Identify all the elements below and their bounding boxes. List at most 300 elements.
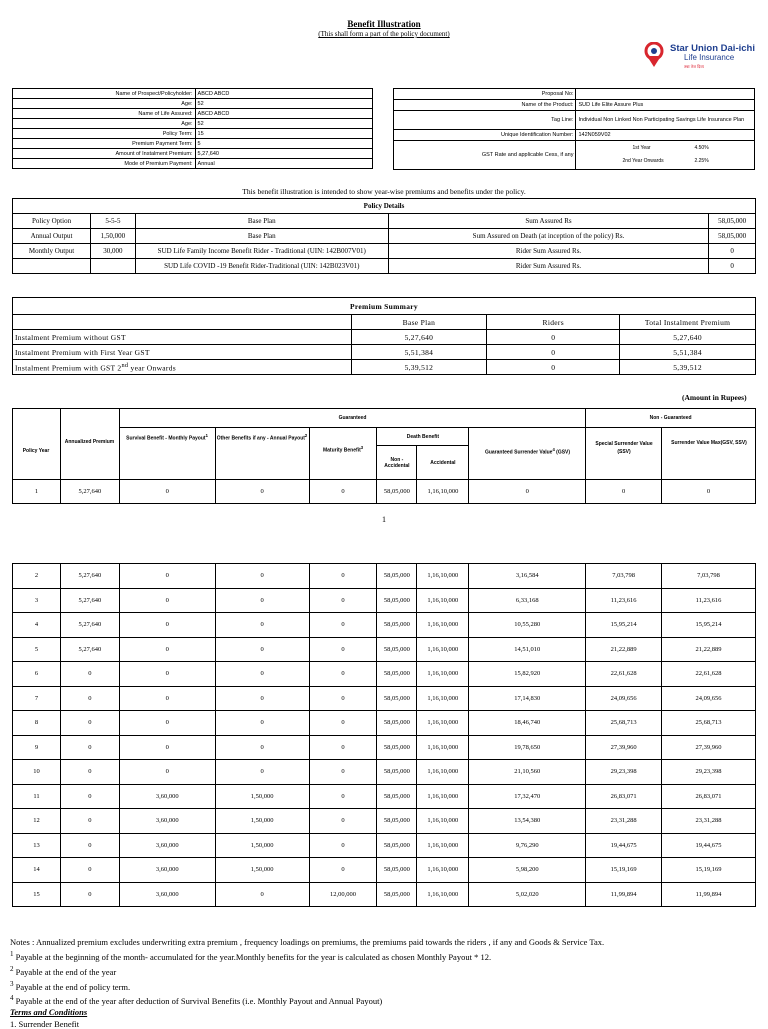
benefit-cell: 58,05,000: [377, 686, 417, 711]
benefit-cell: 23,31,288: [586, 809, 662, 834]
gsv-header: [469, 447, 586, 456]
benefit-cell: 0: [215, 637, 309, 662]
benefit-cell: 0: [309, 564, 377, 589]
benefit-cell: 3,60,000: [119, 809, 215, 834]
premium-summary-row: [13, 360, 756, 375]
note-sup: 2: [10, 964, 14, 973]
benefit-cell: 0: [309, 613, 377, 638]
premium-summary-cell: 0: [487, 330, 620, 345]
benefit-row: [13, 588, 756, 613]
premium-summary-cell: Instalment Premium without GST: [13, 330, 352, 345]
maturity-benefit-header: [309, 445, 377, 454]
gst-year2-label: 2nd Year Onwards: [622, 158, 664, 164]
benefit-cell: 6: [13, 662, 61, 687]
prospect-value: 52: [195, 119, 372, 129]
benefit-cell: 27,39,960: [586, 735, 662, 760]
benefit-cell: 15,82,920: [469, 662, 586, 687]
benefit-cell: 10: [13, 760, 61, 785]
policy-details-row: [13, 229, 756, 244]
benefit-cell: 1,16,10,000: [417, 564, 469, 589]
benefit-cell: 7: [13, 686, 61, 711]
policy-details-cell: Annual Output: [13, 229, 91, 244]
benefit-cell: 0: [60, 760, 119, 785]
note-line: [10, 992, 760, 1007]
note-text: Notes : Annualized premium excludes underwriting extra premium , frequency loadings on premiums, the premiums paid towards the riders , if any and Goods & Service Tax.: [10, 937, 605, 947]
document-title: Benefit Illustration: [347, 19, 421, 29]
document-subtitle: (This shall form a part of the policy document): [318, 30, 450, 38]
prospect-value: ABCD ABCD: [195, 89, 372, 99]
surrender-value-header: Surrender Value Max(GSV, SSV): [671, 440, 747, 446]
premium-summary-col-header: Total Instalment Premium: [620, 315, 756, 330]
benefit-cell: 25,68,713: [586, 711, 662, 736]
policy-details-cell: Base Plan: [135, 229, 388, 244]
benefit-cell: 11,99,894: [662, 882, 756, 907]
policy-details-cell: 58,05,000: [709, 229, 756, 244]
prospect-row: [13, 149, 373, 159]
other-benefits-sup: 2: [304, 433, 308, 438]
benefit-cell: 58,05,000: [377, 809, 417, 834]
benefit-cell: 13: [13, 833, 61, 858]
benefit-cell: 15,95,214: [662, 613, 756, 638]
benefit-row: [13, 833, 756, 858]
benefit-cell: 11,23,616: [662, 588, 756, 613]
benefit-cell: 14: [13, 858, 61, 883]
benefit-cell: 0: [309, 735, 377, 760]
policy-details-cell: Base Plan: [135, 214, 388, 229]
premium-summary-cell: 5,51,384: [620, 345, 756, 360]
intro-text: This benefit illustration is intended to show year-wise premiums and benefits under the policy.: [242, 187, 526, 196]
prospect-label: Mode of Premium Payment:: [13, 159, 196, 169]
prospect-label: Premium Payment Term:: [13, 139, 196, 149]
benefit-cell: 15,19,169: [662, 858, 756, 883]
policy-details-cell: Monthly Output: [13, 244, 91, 259]
benefit-table-header: [12, 408, 756, 504]
benefit-cell: 1,16,10,000: [417, 833, 469, 858]
logo-tagline: तन्ना तेज दिव्य: [684, 64, 704, 69]
prospect-value: 52: [195, 99, 372, 109]
benefit-cell: 29,23,398: [586, 760, 662, 785]
benefit-cell: 26,83,071: [586, 784, 662, 809]
benefit-row: [13, 735, 756, 760]
benefit-cell: 0: [215, 760, 309, 785]
benefit-cell: 58,05,000: [377, 760, 417, 785]
benefit-cell: 0: [309, 637, 377, 662]
gsv-label: Guaranteed Surrender Value: [484, 449, 553, 456]
terms-title: Terms and Conditions: [10, 1007, 88, 1017]
benefit-cell: 12,00,000: [309, 882, 377, 907]
benefit-cell: 0: [60, 833, 119, 858]
benefit-cell: 0: [309, 760, 377, 785]
maturity-benefit-sup: 3: [360, 445, 364, 450]
benefit-cell: 58,05,000: [377, 784, 417, 809]
benefit-cell: 0: [60, 735, 119, 760]
benefit-cell: 58,05,000: [377, 637, 417, 662]
policy-details-cell: 5-5-5: [91, 214, 136, 229]
benefit-cell: 1,16,10,000: [417, 637, 469, 662]
benefit-cell: 0: [586, 480, 662, 504]
benefit-cell: 0: [215, 480, 309, 504]
benefit-cell: 0: [60, 662, 119, 687]
benefit-cell: 0: [309, 588, 377, 613]
benefit-cell: 6,33,168: [469, 588, 586, 613]
policy-details-cell: [13, 259, 91, 274]
premium-summary-cell: 0: [487, 345, 620, 360]
premium-summary-cell: Instalment Premium with GST 2nd year Onwards: [13, 360, 352, 375]
benefit-cell: 5,27,640: [60, 480, 119, 504]
benefit-cell: 27,39,960: [662, 735, 756, 760]
policy-details-cell: SUD Life Family Income Benefit Rider - Traditional (UIN: 142B007V01): [135, 244, 388, 259]
benefit-cell: 1,16,10,000: [417, 662, 469, 687]
benefit-cell: 0: [309, 662, 377, 687]
note-line: [10, 963, 760, 978]
benefit-row: [13, 662, 756, 687]
benefit-cell: 5,27,640: [60, 588, 119, 613]
premium-summary-cell: 5,27,640: [351, 330, 487, 345]
benefit-cell: 17,32,470: [469, 784, 586, 809]
policy-details-cell: [91, 259, 136, 274]
benefit-cell: 3,60,000: [119, 858, 215, 883]
benefit-cell: 1,16,10,000: [417, 613, 469, 638]
benefit-cell: 22,61,628: [662, 662, 756, 687]
page-number: 1: [382, 515, 386, 524]
policy-details-cell: Sum Assured Rs: [388, 214, 708, 229]
benefit-cell: 5,02,020: [469, 882, 586, 907]
benefit-cell: 21,22,889: [586, 637, 662, 662]
benefit-row: [13, 760, 756, 785]
benefit-cell: 3,16,584: [469, 564, 586, 589]
benefit-cell: 5,98,200: [469, 858, 586, 883]
benefit-cell: 58,05,000: [377, 662, 417, 687]
ordinal-sup: nd: [121, 361, 129, 369]
benefit-cell: 0: [119, 588, 215, 613]
premium-summary-col-header: Riders: [487, 315, 620, 330]
benefit-cell: 1,16,10,000: [417, 735, 469, 760]
prospect-value: 5,27,640: [195, 149, 372, 159]
benefit-cell: 7,03,798: [662, 564, 756, 589]
benefit-cell: 4: [13, 613, 61, 638]
benefit-cell: 0: [60, 784, 119, 809]
premium-summary-row: [13, 330, 756, 345]
benefit-cell: 0: [119, 480, 215, 504]
guaranteed-header: Guaranteed: [119, 409, 585, 428]
note-sup: 4: [10, 994, 14, 1003]
prospect-label: Age:: [13, 119, 196, 129]
tagline-value: Individual Non Linked Non Participating Savings Life Insurance Plan: [576, 111, 755, 130]
terms-first-item: 1. Surrender Benefit: [10, 1019, 80, 1029]
benefit-cell: 12: [13, 809, 61, 834]
benefit-cell: 0: [215, 711, 309, 736]
prospect-row: [13, 109, 373, 119]
benefit-cell: 0: [119, 711, 215, 736]
gsv-sup: 4: [552, 447, 555, 452]
benefit-cell: 10,55,280: [469, 613, 586, 638]
prospect-value: 5: [195, 139, 372, 149]
benefit-row: [13, 637, 756, 662]
note-text: Payable at the end of the year after deduction of Survival Benefits (i.e. Monthly Payout and Annual Payout): [13, 996, 383, 1007]
benefit-cell: 3,60,000: [119, 833, 215, 858]
benefit-cell: 0: [309, 784, 377, 809]
benefit-table-continued: [12, 563, 756, 907]
benefit-row: [13, 784, 756, 809]
benefit-cell: 0: [215, 686, 309, 711]
benefit-cell: 1,50,000: [215, 809, 309, 834]
product-value: SUD Life Elite Assure Plus: [576, 100, 755, 111]
benefit-cell: 21,10,560: [469, 760, 586, 785]
ssv-header: Special Surrender Value (SSV): [595, 441, 653, 455]
benefit-cell: 1: [13, 480, 61, 504]
benefit-cell: 5: [13, 637, 61, 662]
policy-details-cell: 1,50,000: [91, 229, 136, 244]
benefit-cell: 5,27,640: [60, 564, 119, 589]
benefit-cell: 1,16,10,000: [417, 809, 469, 834]
benefit-cell: 0: [662, 480, 756, 504]
benefit-cell: 2: [13, 564, 61, 589]
gst-label: GST Rate and applicable Cess, if any: [394, 141, 576, 170]
policy-details-cell: 0: [709, 259, 756, 274]
gst-values: [576, 141, 755, 170]
benefit-cell: 11: [13, 784, 61, 809]
benefit-cell: 0: [119, 760, 215, 785]
note-sup: 3: [10, 979, 14, 988]
benefit-cell: 0: [215, 613, 309, 638]
benefit-cell: 5,27,640: [60, 637, 119, 662]
benefit-cell: 18,46,740: [469, 711, 586, 736]
benefit-cell: 15,95,214: [586, 613, 662, 638]
policy-details-cell: SUD Life COVID -19 Benefit Rider-Traditional (UIN: 142B023V01): [135, 259, 388, 274]
benefit-cell: 0: [119, 662, 215, 687]
prospect-row: [13, 139, 373, 149]
benefit-cell: 0: [60, 858, 119, 883]
benefit-cell: 58,05,000: [377, 882, 417, 907]
gsv-suffix: (GSV): [556, 449, 571, 456]
benefit-cell: 58,05,000: [377, 858, 417, 883]
benefit-cell: 1,16,10,000: [417, 882, 469, 907]
accidental-header: Accidental: [417, 446, 469, 480]
premium-summary-cell: 5,39,512: [351, 360, 487, 375]
benefit-cell: 7,03,798: [586, 564, 662, 589]
benefit-row: [13, 613, 756, 638]
prospect-value: Annual: [195, 159, 372, 169]
amount-note: (Amount in Rupees): [682, 393, 747, 402]
proposal-no-value: [576, 89, 755, 100]
gst-year1-value: 4.50%: [694, 145, 709, 151]
prospect-row: [13, 129, 373, 139]
benefit-row: [13, 858, 756, 883]
premium-summary-row: [13, 345, 756, 360]
benefit-cell: 23,31,288: [662, 809, 756, 834]
benefit-cell: 0: [309, 711, 377, 736]
benefit-cell: 1,50,000: [215, 858, 309, 883]
benefit-cell: 0: [215, 564, 309, 589]
benefit-cell: 3,60,000: [119, 882, 215, 907]
company-logo: [640, 40, 760, 76]
benefit-cell: 5,27,640: [60, 613, 119, 638]
benefit-cell: 0: [119, 564, 215, 589]
benefit-cell: 1,16,10,000: [417, 711, 469, 736]
policy-details-cell: Policy Option: [13, 214, 91, 229]
benefit-cell: 15: [13, 882, 61, 907]
benefit-cell: 22,61,628: [586, 662, 662, 687]
policy-details-row: [13, 259, 756, 274]
prospect-label: Amount of Instalment Premium:: [13, 149, 196, 159]
logo-company-sub: Life Insurance: [684, 53, 735, 62]
non-accidental-header: Non - Accidental: [377, 446, 417, 480]
proposal-table: [393, 88, 755, 170]
policy-details-cell: 58,05,000: [709, 214, 756, 229]
prospect-label: Policy Term:: [13, 129, 196, 139]
benefit-cell: 58,05,000: [377, 735, 417, 760]
tagline-label: Tag Line:: [394, 111, 576, 130]
benefit-cell: 9,76,290: [469, 833, 586, 858]
notes-section: [10, 936, 760, 1007]
benefit-cell: 11,23,616: [586, 588, 662, 613]
benefit-cell: 17,14,830: [469, 686, 586, 711]
gst-year1-label: 1st Year: [632, 145, 651, 151]
benefit-cell: 1,50,000: [215, 784, 309, 809]
benefit-cell: 24,09,656: [662, 686, 756, 711]
benefit-cell: 11,99,894: [586, 882, 662, 907]
benefit-cell: 26,83,071: [662, 784, 756, 809]
non-guaranteed-header: Non - Guaranteed: [586, 409, 756, 428]
prospect-row: [13, 119, 373, 129]
benefit-cell: 58,05,000: [377, 711, 417, 736]
premium-summary-table: [12, 297, 756, 375]
benefit-cell: 0: [215, 662, 309, 687]
gst-year2-value: 2.25%: [694, 158, 709, 164]
benefit-cell: 1,50,000: [215, 833, 309, 858]
benefit-cell: 0: [309, 686, 377, 711]
prospect-label: Name of Prospect/Policyholder:: [13, 89, 196, 99]
prospect-table: [12, 88, 373, 169]
benefit-cell: 58,05,000: [377, 480, 417, 504]
benefit-cell: 0: [60, 686, 119, 711]
benefit-cell: 0: [119, 637, 215, 662]
logo-mark-icon: [643, 42, 665, 68]
premium-summary-cell: Instalment Premium with First Year GST: [13, 345, 352, 360]
policy-year-header: Policy Year: [22, 448, 50, 454]
benefit-row: [13, 686, 756, 711]
benefit-cell: 58,05,000: [377, 564, 417, 589]
benefit-cell: 3,60,000: [119, 784, 215, 809]
benefit-cell: 15,19,169: [586, 858, 662, 883]
benefit-cell: 1,16,10,000: [417, 858, 469, 883]
prospect-value: 15: [195, 129, 372, 139]
premium-summary-cell: 0: [487, 360, 620, 375]
benefit-cell: 1,16,10,000: [417, 686, 469, 711]
benefit-cell: 0: [60, 711, 119, 736]
benefit-cell: 0: [119, 613, 215, 638]
prospect-row: [13, 99, 373, 109]
other-benefits-label: Other Benefits if any - Annual Payout: [216, 435, 305, 442]
survival-benefit-label: Survival Benefit - Monthly Payout: [126, 435, 206, 442]
benefit-cell: 13,54,380: [469, 809, 586, 834]
note-line: [10, 978, 760, 993]
policy-details-cell: Sum Assured on Death (at inception of the policy) Rs.: [388, 229, 708, 244]
uin-label: Unique Identification Number:: [394, 130, 576, 141]
policy-details-table: [12, 198, 756, 274]
maturity-benefit-label: Maturity Benefit: [322, 447, 361, 454]
policy-details-cell: 30,000: [91, 244, 136, 259]
policy-details-cell: Rider Sum Assured Rs.: [388, 244, 708, 259]
benefit-cell: 0: [309, 833, 377, 858]
benefit-cell: 3: [13, 588, 61, 613]
benefit-cell: 58,05,000: [377, 833, 417, 858]
premium-summary-title: Premium Summary: [13, 298, 756, 315]
benefit-cell: 9: [13, 735, 61, 760]
benefit-cell: 1,16,10,000: [417, 784, 469, 809]
benefit-cell: 25,68,713: [662, 711, 756, 736]
benefit-cell: 0: [215, 588, 309, 613]
benefit-cell: 58,05,000: [377, 588, 417, 613]
note-line: [10, 936, 760, 948]
benefit-cell: 1,16,10,000: [417, 480, 469, 504]
prospect-label: Name of Life Assured:: [13, 109, 196, 119]
benefit-cell: 19,44,675: [662, 833, 756, 858]
prospect-label: Age:: [13, 99, 196, 109]
benefit-cell: 58,05,000: [377, 613, 417, 638]
premium-summary-cell: 5,51,384: [351, 345, 487, 360]
policy-details-row: [13, 214, 756, 229]
benefit-cell: 0: [309, 480, 377, 504]
death-benefit-header: Death Benefit: [377, 428, 469, 446]
benefit-row: [13, 809, 756, 834]
benefit-cell: 14,51,010: [469, 637, 586, 662]
premium-summary-cell: 5,27,640: [620, 330, 756, 345]
benefit-cell: 0: [60, 882, 119, 907]
other-benefits-header: [215, 432, 309, 456]
benefit-row: [13, 564, 756, 589]
policy-details-cell: 0: [709, 244, 756, 259]
policy-details-cell: Rider Sum Assured Rs.: [388, 259, 708, 274]
survival-benefit-sup: 1: [205, 433, 208, 438]
proposal-no-label: Proposal No:: [394, 89, 576, 100]
logo-company-name: Star Union Dai-ichi: [670, 43, 755, 54]
note-text: Payable at the end of policy term.: [13, 981, 131, 992]
benefit-cell: 8: [13, 711, 61, 736]
benefit-row: [13, 480, 756, 504]
annualized-premium-header: Annualized Premium: [64, 439, 115, 445]
premium-summary-col-header: Base Plan: [351, 315, 487, 330]
policy-details-title: Policy Details: [13, 199, 756, 214]
note-sup: 1: [10, 950, 14, 958]
benefit-cell: 0: [119, 686, 215, 711]
benefit-cell: 0: [60, 809, 119, 834]
note-line: [10, 948, 760, 963]
benefit-cell: 24,09,656: [586, 686, 662, 711]
benefit-cell: 19,78,650: [469, 735, 586, 760]
note-text: Payable at the end of the year: [13, 966, 117, 977]
policy-details-row: [13, 244, 756, 259]
benefit-cell: 0: [309, 858, 377, 883]
benefit-cell: 29,23,398: [662, 760, 756, 785]
note-text: Payable at the beginning of the month- accumulated for the year.Monthly benefits for the year is calculated as chosen Monthly Payout * 12.: [13, 951, 492, 962]
prospect-value: ABCD ABCD: [195, 109, 372, 119]
benefit-cell: 0: [119, 735, 215, 760]
benefit-cell: 19,44,675: [586, 833, 662, 858]
benefit-cell: 0: [309, 809, 377, 834]
benefit-cell: 21,22,889: [662, 637, 756, 662]
benefit-row: [13, 882, 756, 907]
benefit-row: [13, 711, 756, 736]
benefit-cell: 1,16,10,000: [417, 588, 469, 613]
premium-summary-cell: 5,39,512: [620, 360, 756, 375]
product-label: Name of the Product:: [394, 100, 576, 111]
benefit-cell: 0: [469, 480, 586, 504]
prospect-row: [13, 159, 373, 169]
survival-benefit-header: [119, 432, 215, 456]
benefit-cell: 0: [215, 735, 309, 760]
benefit-cell: 0: [215, 882, 309, 907]
